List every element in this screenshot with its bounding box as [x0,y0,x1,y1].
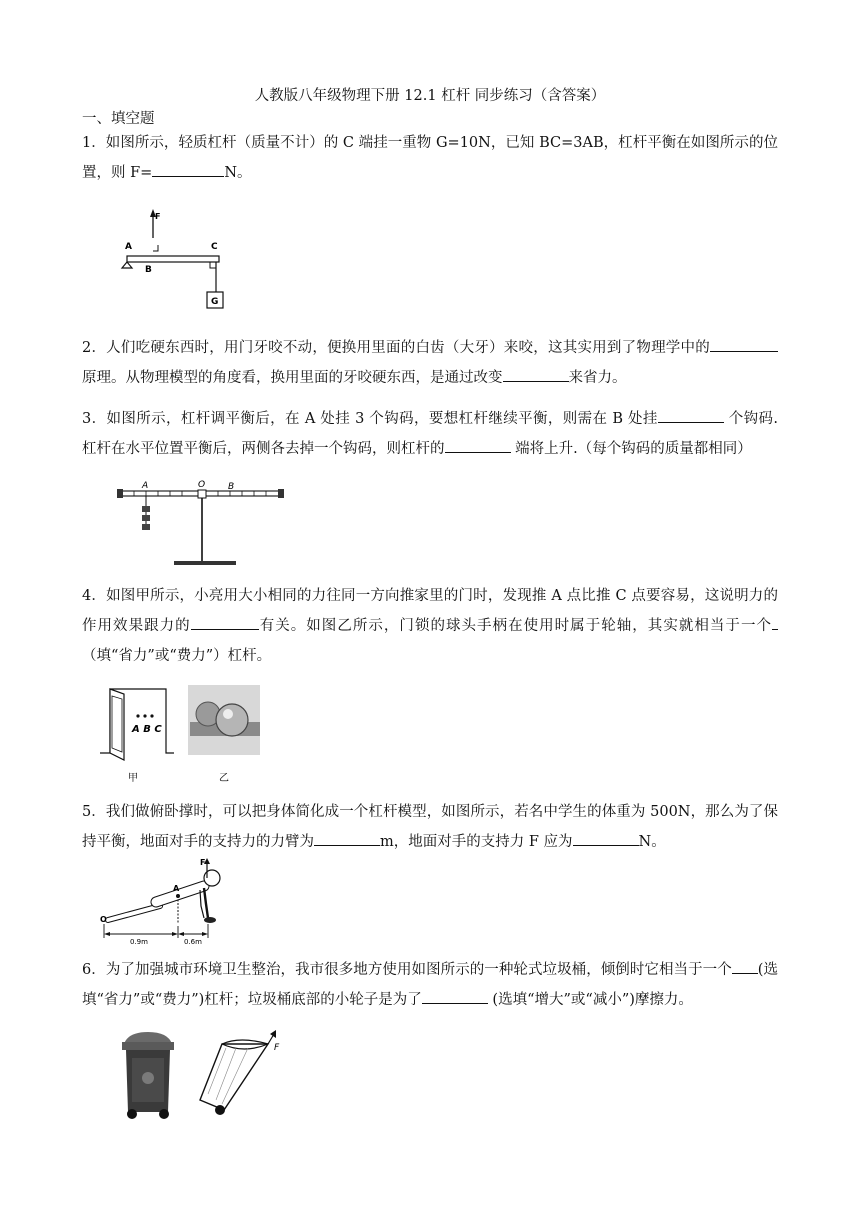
answer-blank[interactable] [422,987,488,1004]
answer-blank[interactable] [152,160,224,177]
lever-figure-q3 [112,478,292,570]
question-2-text-b: 原理。从物理模型的角度看，换用里面的牙咬硬东西，是通过改变 [82,370,503,386]
question-4-text-a: 4．如图甲所示，小亮用大小相同的力往同一方向推家里的门时，发现推 A 点比推 C 点要容易，这说明力的作用效果跟力的 [82,588,778,634]
label-B: B [145,265,152,275]
label-F: F [200,858,206,867]
answer-blank[interactable] [314,829,380,846]
question-5-text-c: N。 [638,834,666,850]
answer-blank[interactable] [191,613,259,630]
door-figure-q4 [98,682,268,786]
question-5-text-b: m，地面对手的支持力 F 应为 [380,834,573,850]
question-2-text-c: 来省力。 [568,370,627,386]
question-5 [82,797,778,857]
label-yi: 乙 [219,773,229,784]
answer-blank[interactable] [573,829,639,846]
question-3-text-b: 个钩码. 杠杆在水平位置平衡后，两侧各去掉一个钩码，则杠杆的 [82,411,778,457]
question-6 [82,955,778,1015]
question-1-text-b: N。 [224,165,252,181]
label-F: F [155,212,161,221]
section-heading: 一、填空题 [82,111,155,127]
question-4 [82,581,778,671]
answer-blank[interactable] [732,957,758,974]
document-title: 人教版八年级物理下册 12.1 杠杆 同步练习（含答案） [254,88,606,104]
question-3-text-c: 端将上升.（每个钩码的质量都相同） [510,441,752,457]
answer-blank[interactable] [658,406,724,423]
question-4-text-b: 有关。如图乙所示，门锁的球头手柄在使用时属于轮轴，其实就相当于一个 [258,618,772,634]
label-B: B [228,482,235,492]
label-F: F [274,1043,280,1053]
trash-bin-figure-q6 [118,1028,288,1124]
label-A: A [173,884,180,893]
label-points-abc: A B C [132,724,162,735]
question-3-text-a: 3．如图所示，杠杆调平衡后，在 A 处挂 3 个钩码，要想杠杆继续平衡，则需在 B 处挂 [82,411,658,427]
label-G: G [211,297,219,307]
answer-blank[interactable] [772,613,778,630]
label-A: A [125,242,132,252]
label-jia: 甲 [128,773,138,784]
label-d2: 0.6m [184,938,202,946]
question-1 [82,128,778,188]
question-6-text-a: 6．为了加强城市环境卫生整治，我市很多地方使用如图所示的一种轮式垃圾桶，倾倒时它相当于一个 [82,962,732,978]
question-1-text-a: 1．如图所示，轻质杠杆（质量不计）的 C 端挂一重物 G=10N，已知 BC=3AB，杠杆平衡在如图所示的位置，则 F= [82,135,778,181]
question-6-text-b: (选填“省力”或“费力”)杠杆；垃圾桶底部的小轮子是为了 [82,962,778,1008]
answer-blank[interactable] [445,436,511,453]
question-3 [82,404,778,464]
lever-figure-q1 [115,208,245,318]
question-5-text-a: 5．我们做俯卧撑时，可以把身体简化成一个杠杆模型，如图所示，若名中学生的体重为 500N，那么为了保持平衡，地面对手的支持力的力臂为 [82,804,778,850]
answer-blank[interactable] [710,335,778,352]
label-C: C [211,242,218,252]
label-O: O [198,480,206,490]
label-O: O [100,915,107,924]
question-2-text-a: 2．人们吃硬东西时，用门牙咬不动，便换用里面的白齿（大牙）来咬，这其实用到了物理学中的 [82,340,710,356]
question-4-text-c: （填“省力”或“费力”）杠杆。 [82,648,272,664]
label-A: A [142,481,149,491]
answer-blank[interactable] [503,365,569,382]
pushup-figure-q5 [100,856,240,948]
label-d1: 0.9m [130,938,148,946]
question-6-text-c: (选填“增大”或“减小”)摩擦力。 [487,992,693,1008]
question-2 [82,333,778,393]
